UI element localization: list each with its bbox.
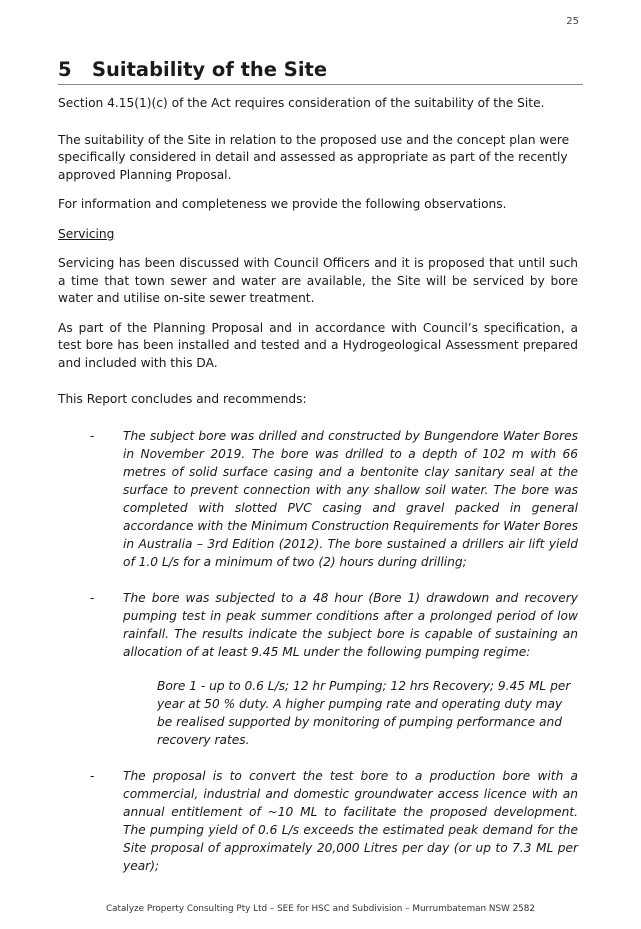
recommendations-list [58,427,578,875]
pumping-regime-note: Bore 1 - up to 0.6 L/s; 12 hr Pumping; 12 hrs Recovery; 9.45 ML per year at 50 % duty. A higher pumping rate and operating duty may be realised supported by monitoring of pumping performance and recovery rates. [157,678,571,747]
paragraph-act-section: Section 4.15(1)(c) of the Act requires consideration of the suitability of the Site. [58,96,545,110]
list-item [58,589,578,749]
section-heading [58,58,583,85]
body-content [58,95,578,875]
paragraph-suitability: The suitability of the Site in relation to the proposed use and the concept plan were specifically considered in detail and assessed as appropriate as part of the recently approved Planning Proposal. [58,132,570,182]
section-number: 5 [58,58,72,81]
paragraph-servicing: Servicing has been discussed with Council Officers and it is proposed that until such a time that town sewer and water are available, the Site will be serviced by bore water and utilise on-site sewer treatment. [58,256,578,305]
list-item-text: The proposal is to convert the test bore to a production bore with a commercial, industrial and domestic groundwater access licence with an annual entitlement of ~10 ML to facilitate the proposed development. The pumping yield of 0.6 L/s exceeds the estimated peak demand for the Site proposal of approximately 20,000 Litres per day (or up to 7.3 ML per year); [123,768,578,873]
list-item [58,427,578,571]
paragraph-observations: For information and completeness we provide the following observations. [58,197,507,211]
list-item-text: The bore was subjected to a 48 hour (Bore 1) drawdown and recovery pumping test in peak summer conditions after a prolonged period of low rainfall. The results indicate the subject bore is capable of sustaining an allocation of at least 9.45 ML under the following pumping regime: [123,590,578,659]
subheading-servicing: Servicing [58,226,115,241]
page-footer: Catalyze Property Consulting Pty Ltd – SEE for HSC and Subdivision – Murrumbateman NSW 2582 [106,904,535,914]
list-item-text: The subject bore was drilled and constructed by Bungendore Water Bores in November 2019. The bore was drilled to a depth of 102 m with 66 metres of solid surface casing and a bentonite clay sanitary seal at the surface to prevent connection with any shallow soil water. The bore was completed with slotted PVC casing and gravel packed in general accordance with the Minimum Construction Requirements for Water Bores in Australia – 3rd Edition (2012). The bore sustained a drillers air lift yield of 1.0 L/s for a minimum of two (2) hours during drilling; [123,428,578,569]
paragraph-planning-proposal: As part of the Planning Proposal and in accordance with Council’s specification, a test bore has been installed and tested and a Hydrogeological Assessment prepared and included with this DA. [58,320,578,370]
list-item [58,767,578,875]
paragraph-report-intro: This Report concludes and recommends: [58,392,307,406]
bullet-dash: - [90,590,95,605]
bullet-dash: - [90,768,95,783]
section-title: Suitability of the Site [92,58,328,81]
page-number: 25 [566,16,579,27]
bullet-dash: - [90,428,95,443]
